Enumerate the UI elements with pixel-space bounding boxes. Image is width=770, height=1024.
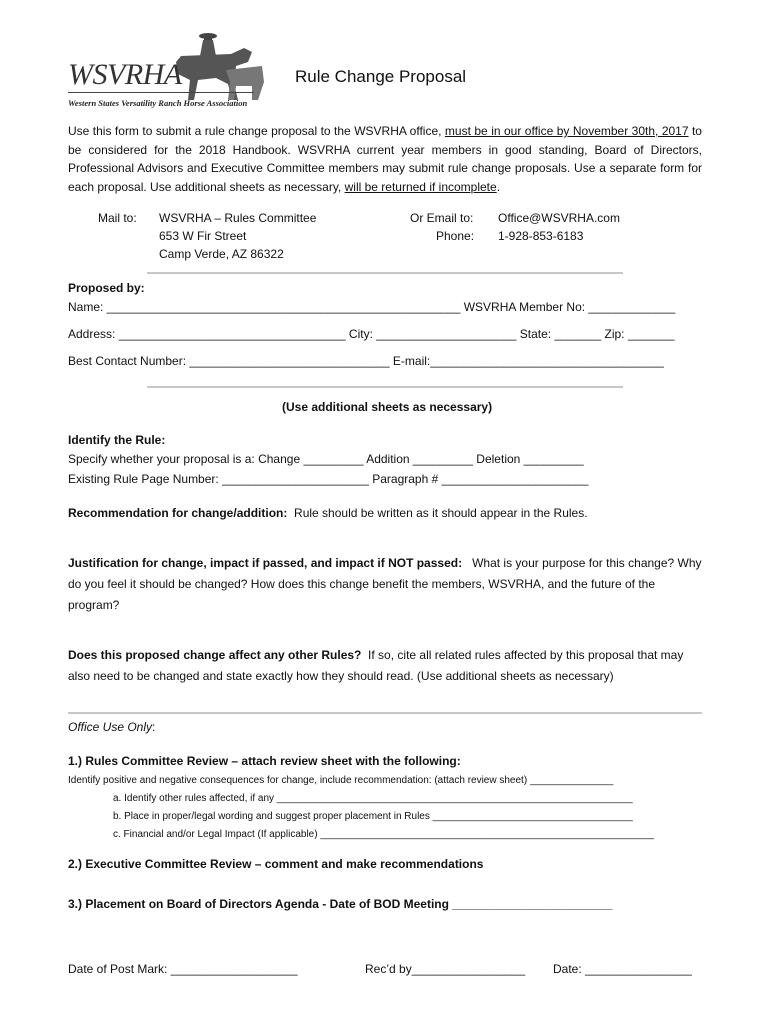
recommendation-section (68, 504, 588, 522)
recommendation-text: Rule should be written as it should appear in the Rules. (287, 506, 588, 520)
intro-warning: will be returned if incomplete (344, 179, 497, 194)
phone-value: 1-928-853-6183 (498, 229, 584, 243)
mail-label: Mail to: (98, 211, 137, 225)
name-field[interactable]: Name: _____________________________________________________ WSVRHA Member No: _____________ (68, 300, 676, 314)
divider (147, 386, 623, 388)
intro-text-2: to be considered for the 2018 Handbook. WSVRHA current year members in good standing, Board of Directors, Professional Advisors and Executive Committee members may submit rule change proposals. Use a separate form for each proposal. Use additional sheets as necessary, (68, 124, 702, 194)
mail-line2: 653 W Fir Street (159, 229, 247, 243)
office-use-label (68, 718, 155, 736)
affect-section (68, 645, 708, 687)
office-use-colon: : (152, 720, 156, 734)
rules-committee-review: 1.) Rules Committee Review – attach review sheet with the following: (68, 754, 461, 768)
intro-text-3: . (496, 179, 501, 194)
affect-heading: Does this proposed change affect any other Rules? (68, 648, 362, 662)
date-field[interactable]: Date: ________________ (553, 962, 692, 976)
page-title: Rule Change Proposal (295, 67, 467, 86)
intro-paragraph (68, 122, 702, 196)
intro-deadline: must be in our office by November 30th, 2017 (444, 124, 689, 138)
divider (68, 712, 702, 714)
logo-underline (68, 92, 254, 93)
logo (66, 26, 266, 116)
mail-line3: Camp Verde, AZ 86322 (159, 247, 284, 261)
specify-field[interactable]: Specify whether your proposal is a: Change _________ Addition _________ Deletion _________ (68, 452, 584, 466)
bod-agenda-field[interactable]: 3.) Placement on Board of Directors Agenda - Date of BOD Meeting ________________________ (68, 897, 613, 911)
justification-heading: Justification for change, impact if passed, and impact if NOT passed: (68, 556, 463, 570)
additional-sheets-note: (Use additional sheets as necessary) (282, 400, 493, 414)
email-label: Or Email to: (410, 211, 474, 225)
contact-field[interactable]: Best Contact Number: ______________________________ E-mail:___________________________________ (68, 354, 664, 368)
item-a-field[interactable]: a. Identify other rules affected, if any ________________________________________________________________ (113, 793, 633, 804)
received-by-field[interactable]: Rec’d by_________________ (365, 962, 526, 976)
email-value[interactable]: Office@WSVRHA.com (498, 211, 620, 225)
executive-committee-review: 2.) Executive Committee Review – comment and make recommendations (68, 857, 484, 871)
phone-label: Phone: (436, 229, 475, 243)
justification-text: What is your purpose for this change? Why do you feel it should be changed? How does this change benefit the members, WSVRHA, and the future of the program? (68, 556, 705, 612)
consequences-field[interactable]: Identify positive and negative consequences for change, include recommendation: (attach review sheet) _______________ (68, 775, 614, 786)
mail-line1: WSVRHA – Rules Committee (159, 211, 317, 225)
logo-wordmark: WSVRHA (68, 58, 182, 91)
item-c-field[interactable]: c. Financial and/or Legal Impact (If applicable) ____________________________________________________________ (113, 829, 655, 840)
divider (147, 272, 623, 274)
proposed-heading: Proposed by: (68, 281, 145, 295)
office-use-text: Office Use Only (68, 720, 153, 734)
post-mark-field[interactable]: Date of Post Mark: ___________________ (68, 962, 298, 976)
affect-text: If so, cite all related rules affected by this proposal that may also need to be changed and state exactly how they should read. (Use additional sheets as necessary) (68, 648, 687, 683)
existing-rule-field[interactable]: Existing Rule Page Number: ______________________ Paragraph # ______________________ (68, 472, 589, 486)
recommendation-heading: Recommendation for change/addition: (68, 506, 288, 520)
logo-tagline: Western States Versatility Ranch Horse Association (68, 98, 248, 108)
address-field[interactable]: Address: __________________________________ City: _____________________ State: _______ Zip: _______ (68, 327, 675, 341)
intro-text-1: Use this form to submit a rule change proposal to the WSVRHA office, (68, 124, 445, 138)
item-b-field[interactable]: b. Place in proper/legal wording and suggest proper placement in Rules ____________________________________ (113, 811, 633, 822)
justification-section (68, 553, 708, 616)
identify-heading: Identify the Rule: (68, 433, 166, 447)
